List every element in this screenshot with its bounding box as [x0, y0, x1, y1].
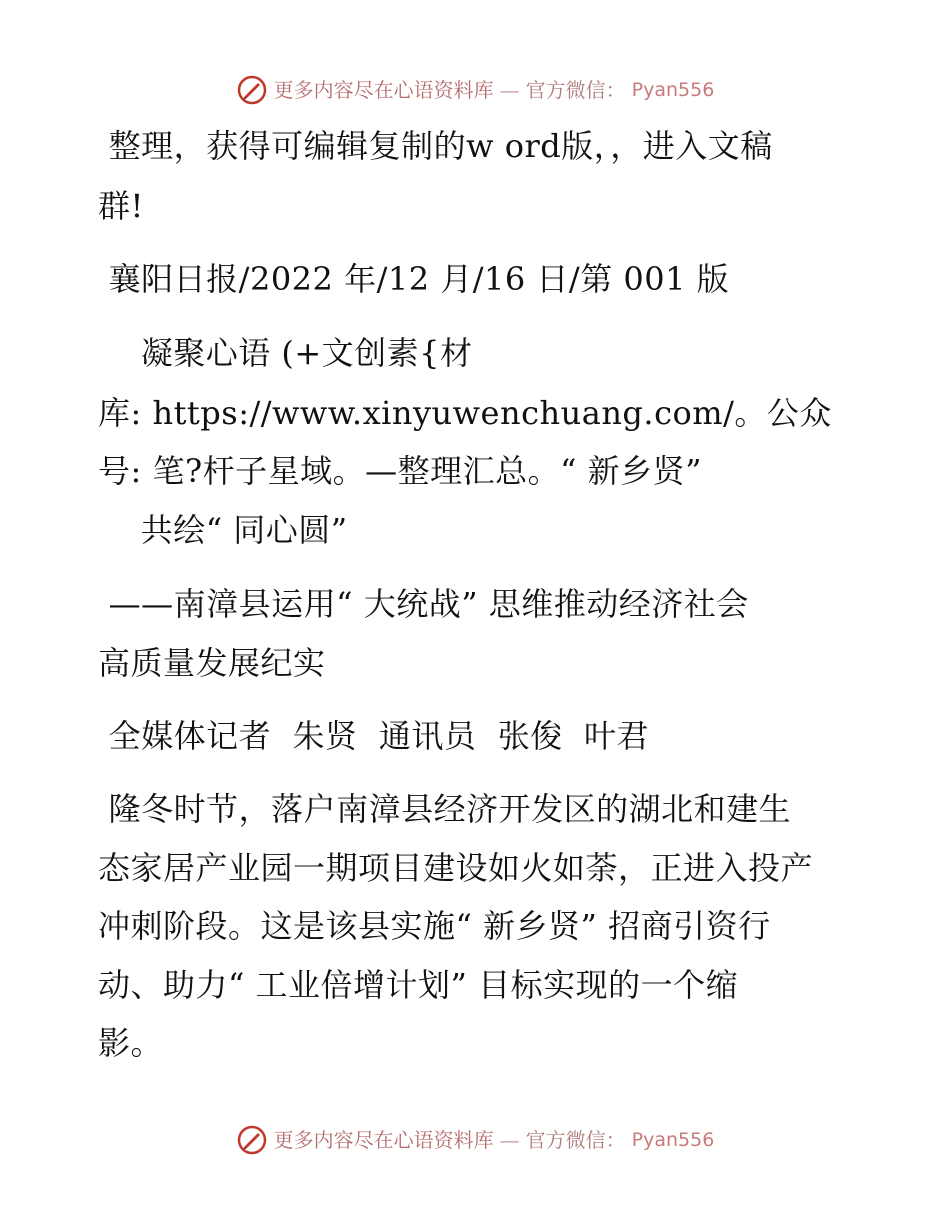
watermark-separator: —: [499, 1128, 520, 1152]
intro-line-1: 整理，获得可编辑复制的w ord版，，进入文稿: [98, 127, 773, 165]
watermark-official: 官方微信：: [525, 78, 626, 102]
intro-line-2: 群!: [98, 187, 144, 225]
header-watermark: [0, 74, 950, 106]
title-line-2: 库: https://www.xinyuwenchuang.com/。公众: [98, 394, 832, 432]
source-line: 襄阳日报/2022 年/12 月/16 日/第 001 版: [98, 260, 730, 298]
subtitle-line-1: ——南漳县运用“ 大统战” 思维推动经济社会: [98, 585, 749, 623]
title-line-1: 凝聚心语 (+文创素{材: [98, 334, 473, 372]
byline: 全媒体记者 朱贤 通讯员 张俊 叶君: [98, 717, 650, 755]
watermark-text: 更多内容尽在心语资料库: [273, 78, 494, 102]
paragraph-line-2: 态家居产业园一期项目建设如火如荼，正进入投产: [98, 849, 814, 887]
paragraph-line-1: 隆冬时节，落户南漳县经济开发区的湖北和建生: [98, 790, 792, 828]
paragraph-line-4: 动、助力“ 工业倍增计划” 目标实现的一个缩: [98, 966, 739, 1004]
subtitle-line-2: 高质量发展纪实: [98, 644, 326, 682]
title-line-3: 号: 笔?杆子星域。—整理汇总。“ 新乡贤”: [98, 452, 703, 490]
paragraph-line-3: 冲刺阶段。这是该县实施“ 新乡贤” 招商引资行: [98, 907, 771, 945]
title-line-4: 共绘“ 同心圆”: [98, 511, 348, 549]
watermark-wechat-id: Pyan556: [631, 78, 715, 101]
watermark-official: 官方微信：: [525, 1128, 626, 1152]
footer-watermark: [0, 1124, 950, 1156]
brush-logo-icon: [236, 1124, 268, 1156]
brush-logo-icon: [236, 74, 268, 106]
watermark-separator: —: [499, 78, 520, 102]
paragraph-line-5: 影。: [98, 1024, 164, 1062]
watermark-wechat-id: Pyan556: [631, 1128, 715, 1151]
watermark-text: 更多内容尽在心语资料库: [273, 1128, 494, 1152]
